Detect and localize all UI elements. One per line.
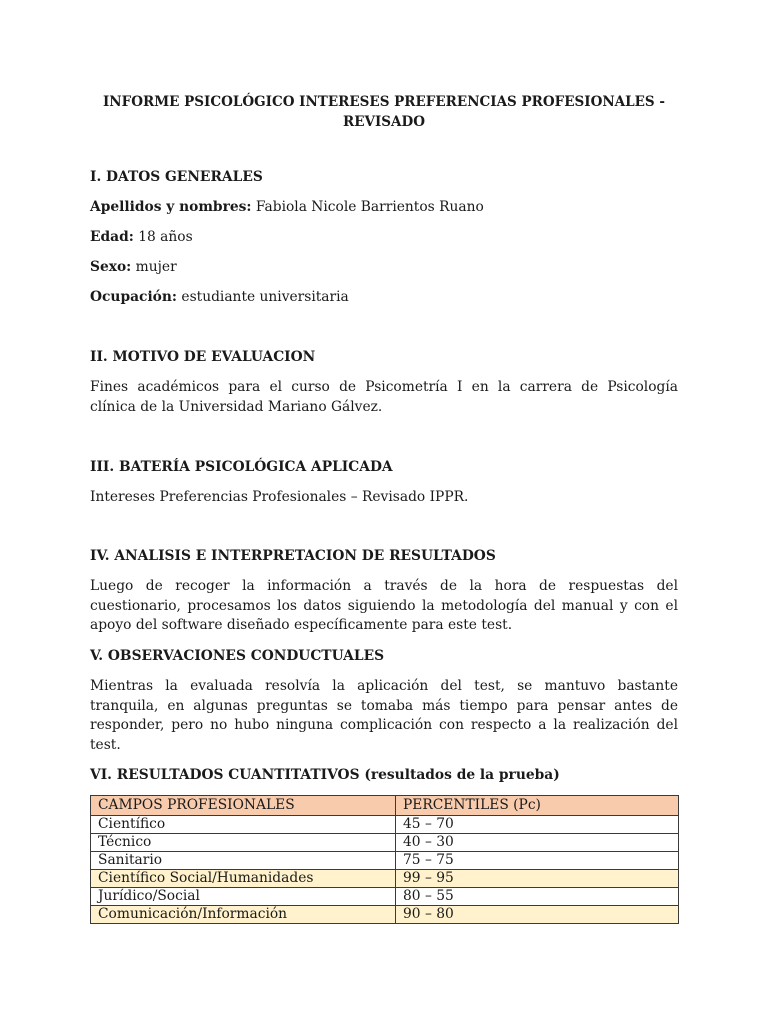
table-cell: Científico Social/Humanidades — [91, 870, 396, 888]
paragraph-line: tranquila, en algunas preguntas se tomaba más tiempo para pensar antes de — [90, 697, 678, 714]
table-row-highlighted — [91, 906, 679, 924]
section-heading-observaciones-conductuales: V. OBSERVACIONES CONDUCTUALES — [90, 648, 385, 664]
table-cell: Comunicación/Información — [91, 906, 396, 924]
paragraph-line: clínica de la Universidad Mariano Gálvez. — [90, 398, 383, 415]
report-title-line-1: INFORME PSICOLÓGICO INTERESES PREFERENCIAS PROFESIONALES - — [102, 94, 665, 110]
results-table — [90, 795, 679, 924]
paragraph-line: responder, pero no hubo ninguna complicación con respecto a la realización del — [90, 717, 678, 734]
report-title — [90, 92, 678, 132]
table-cell: 40 – 30 — [396, 834, 679, 852]
paragraph-line: apoyo del software diseñado específicamente para este test. — [90, 617, 513, 634]
table-cell: 99 – 95 — [396, 870, 679, 888]
table-cell: Sanitario — [91, 852, 396, 870]
table-cell: Técnico — [91, 834, 396, 852]
paragraph-line: Mientras la evaluada resolvía la aplicación del test, se mantuvo bastante — [90, 678, 678, 694]
paragraph-line: Luego de recoger la información a través de la hora de respuestas del — [90, 578, 678, 594]
field-value: 18 años — [138, 229, 193, 245]
table-row — [91, 816, 679, 834]
report-title-line-2: REVISADO — [343, 114, 425, 130]
paragraph-observaciones-conductuales — [90, 677, 678, 756]
table-cell: Científico — [91, 816, 396, 834]
section-heading-bateria-psicologica: III. BATERÍA PSICOLÓGICA APLICADA — [90, 459, 393, 475]
field-label: Apellidos y nombres: — [90, 199, 252, 215]
table-cell: 75 – 75 — [396, 852, 679, 870]
table-cell: 80 – 55 — [396, 888, 679, 906]
field-sexo — [90, 258, 177, 276]
section-heading-datos-generales: I. DATOS GENERALES — [90, 169, 263, 185]
table-cell: 90 – 80 — [396, 906, 679, 924]
table-cell: 45 – 70 — [396, 816, 679, 834]
field-ocupacion — [90, 288, 349, 306]
table-cell: Jurídico/Social — [91, 888, 396, 906]
field-value: estudiante universitaria — [181, 289, 349, 305]
field-label: Ocupación: — [90, 289, 178, 305]
paragraph-line: cuestionario, procesamos los datos siguiendo la metodología del manual y con el — [90, 597, 678, 614]
paragraph-analisis-interpretacion — [90, 577, 678, 636]
field-edad — [90, 228, 193, 246]
table-row — [91, 834, 679, 852]
section-heading-motivo-evaluacion: II. MOTIVO DE EVALUACION — [90, 349, 316, 365]
table-header-cell: CAMPOS PROFESIONALES — [91, 796, 396, 816]
table-row-highlighted — [91, 870, 679, 888]
paragraph-line: Intereses Preferencias Profesionales – Revisado IPPR. — [90, 489, 469, 505]
table-header-row — [91, 796, 679, 816]
paragraph-bateria-psicologica — [90, 488, 678, 508]
paragraph-line: test. — [90, 737, 121, 754]
paragraph-motivo-evaluacion — [90, 378, 678, 417]
field-value: Fabiola Nicole Barrientos Ruano — [255, 199, 484, 215]
paragraph-line: Fines académicos para el curso de Psicometría I en la carrera de Psicología — [90, 379, 678, 395]
section-heading-analisis-interpretacion: IV. ANALISIS E INTERPRETACION DE RESULTADOS — [90, 548, 496, 564]
field-label: Edad: — [90, 229, 134, 245]
table-row — [91, 852, 679, 870]
field-label: Sexo: — [90, 259, 132, 275]
field-value: mujer — [135, 259, 177, 275]
field-apellidos-nombres — [90, 198, 484, 216]
section-heading-resultados-cuantitativos: VI. RESULTADOS CUANTITATIVOS (resultados de la prueba) — [90, 767, 560, 783]
table-header-cell: PERCENTILES (Pc) — [396, 796, 679, 816]
table-row — [91, 888, 679, 906]
